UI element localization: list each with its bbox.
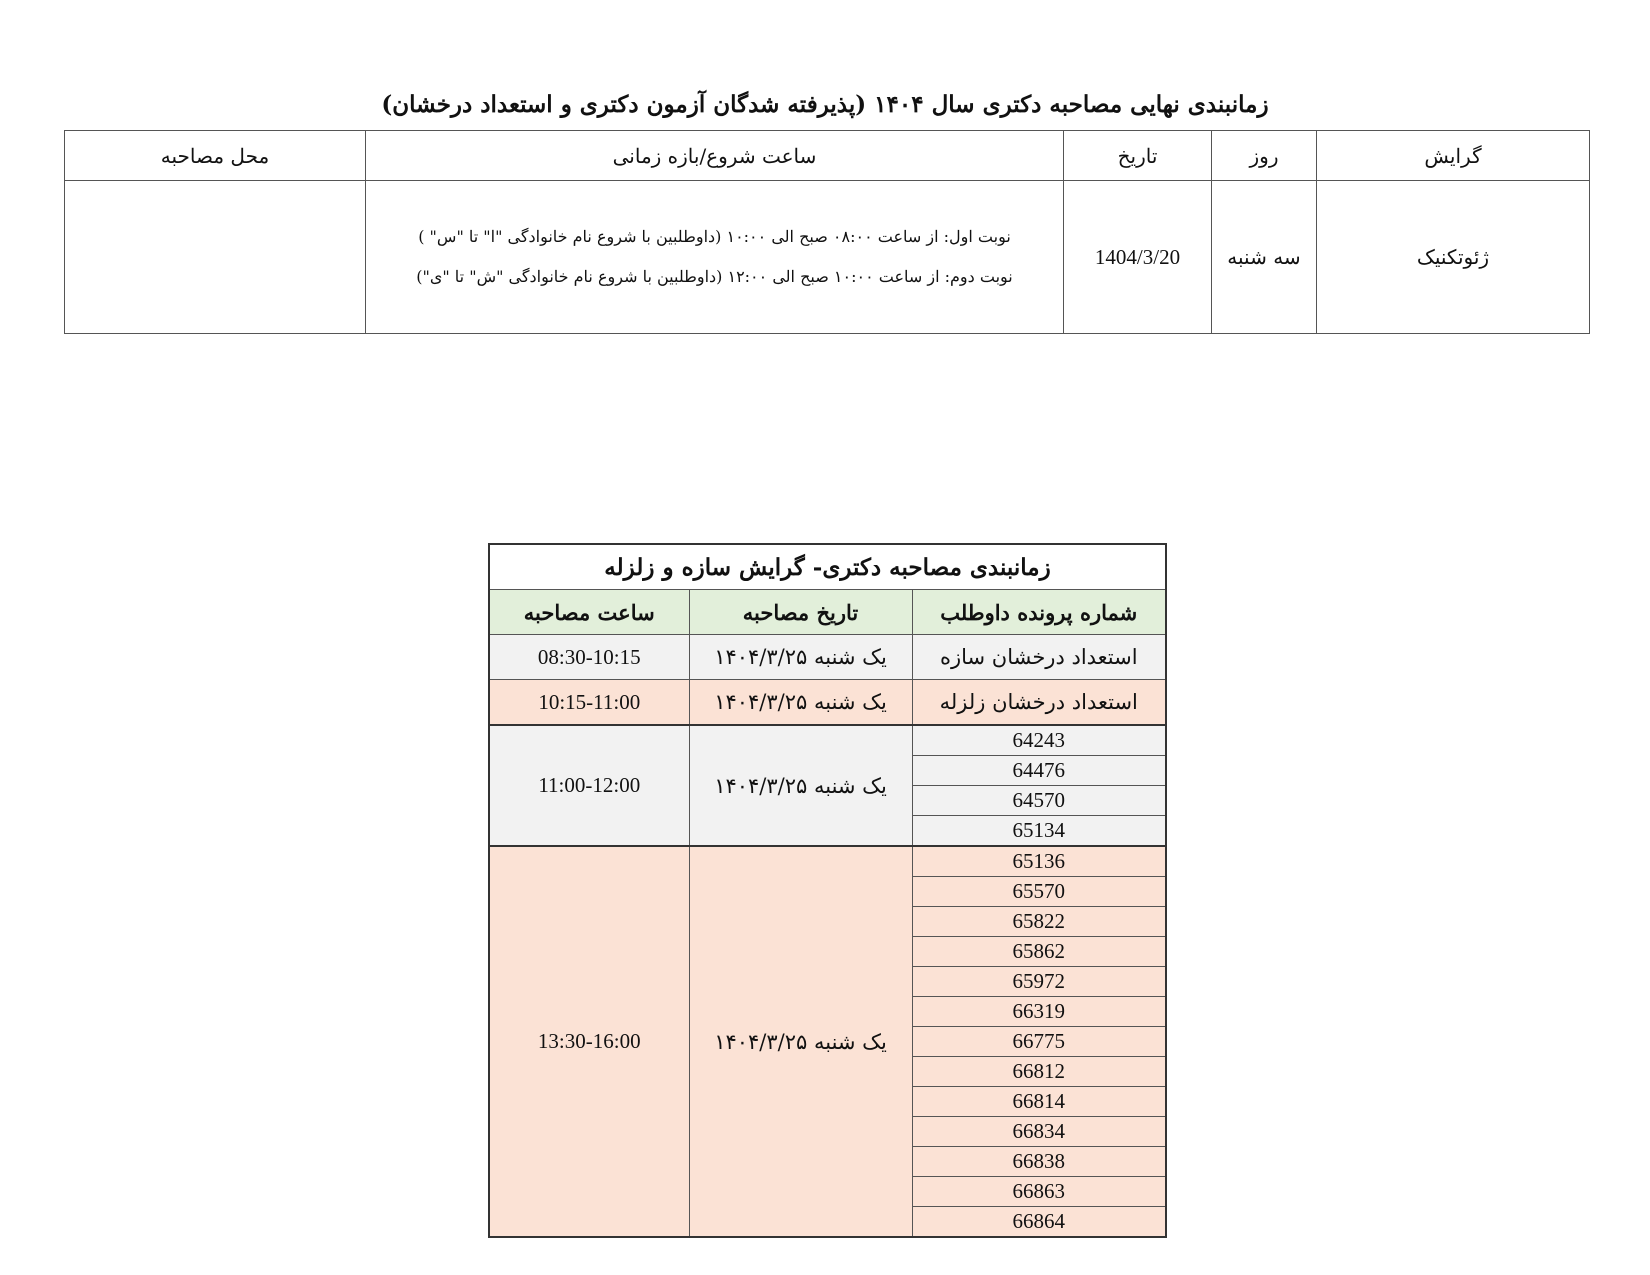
cell-time: 11:00-12:00: [489, 725, 689, 846]
cell-time: 10:15-11:00: [489, 680, 689, 726]
table-row: [489, 680, 1166, 726]
cell-shifts: [366, 181, 1064, 334]
header-date: تاریخ مصاحبه: [689, 590, 912, 635]
table-row: [489, 725, 1166, 756]
cell-date: 1404/3/20: [1064, 181, 1212, 334]
cell-candidate: 66319: [912, 997, 1166, 1027]
cell-candidate: استعداد درخشان زلزله: [912, 680, 1166, 726]
table-header-row: [65, 131, 1590, 181]
cell-date: یک شنبه ۱۴۰۴/۳/۲۵: [689, 635, 912, 680]
cell-candidate: 65570: [912, 877, 1166, 907]
cell-candidate: 64243: [912, 725, 1166, 756]
cell-candidate: 65862: [912, 937, 1166, 967]
shift-2: نوبت دوم: از ساعت ۱۰:۰۰ صبح الی ۱۲:۰۰ (داوطلبین با شروع نام خانوادگی "ش" تا "ی"): [416, 267, 1013, 286]
cell-candidate: 66775: [912, 1027, 1166, 1057]
cell-candidate: 65972: [912, 967, 1166, 997]
cell-candidate: 65136: [912, 846, 1166, 877]
cell-date: یک شنبه ۱۴۰۴/۳/۲۵: [689, 846, 912, 1237]
structure-earthquake-schedule-table: [488, 543, 1167, 1238]
cell-candidate: 64476: [912, 756, 1166, 786]
cell-candidate: 66814: [912, 1087, 1166, 1117]
cell-candidate: 64570: [912, 786, 1166, 816]
shift-1: نوبت اول: از ساعت ۰۸:۰۰ صبح الی ۱۰:۰۰ (داوطلبین با شروع نام خانوادگی "ا" تا "س" ): [418, 227, 1011, 246]
header-candidate: شماره پرونده داوطلب: [912, 590, 1166, 635]
cell-candidate: 66864: [912, 1207, 1166, 1238]
page-title: زمانبندی نهایی مصاحبه دکتری سال ۱۴۰۴ (پذیرفته شدگان آزمون دکتری و استعداد درخشان): [381, 91, 1269, 118]
table-row: [489, 846, 1166, 877]
header-time: ساعت شروع/بازه زمانی: [366, 131, 1064, 181]
table-row: [489, 635, 1166, 680]
table-header-row: [489, 590, 1166, 635]
cell-candidate: استعداد درخشان سازه: [912, 635, 1166, 680]
header-date: تاریخ: [1064, 131, 1212, 181]
cell-day: سه شنبه: [1212, 181, 1317, 334]
header-time: ساعت مصاحبه: [489, 590, 689, 635]
table-row: [65, 181, 1590, 334]
cell-place: [65, 181, 366, 334]
geotechnic-schedule-table: [64, 130, 1590, 334]
table-caption: زمانبندی مصاحبه دکتری- گرایش سازه و زلزله: [489, 544, 1166, 590]
cell-candidate: 66863: [912, 1177, 1166, 1207]
header-place: محل مصاحبه: [65, 131, 366, 181]
header-field: گرایش: [1317, 131, 1590, 181]
cell-candidate: 66834: [912, 1117, 1166, 1147]
cell-time: 08:30-10:15: [489, 635, 689, 680]
cell-date: یک شنبه ۱۴۰۴/۳/۲۵: [689, 725, 912, 846]
cell-date: یک شنبه ۱۴۰۴/۳/۲۵: [689, 680, 912, 726]
cell-candidate: 65822: [912, 907, 1166, 937]
cell-candidate: 66838: [912, 1147, 1166, 1177]
cell-time: 13:30-16:00: [489, 846, 689, 1237]
cell-candidate: 65134: [912, 816, 1166, 847]
table-caption-row: [489, 544, 1166, 590]
header-day: روز: [1212, 131, 1317, 181]
cell-candidate: 66812: [912, 1057, 1166, 1087]
cell-field: ژئوتکنیک: [1317, 181, 1590, 334]
